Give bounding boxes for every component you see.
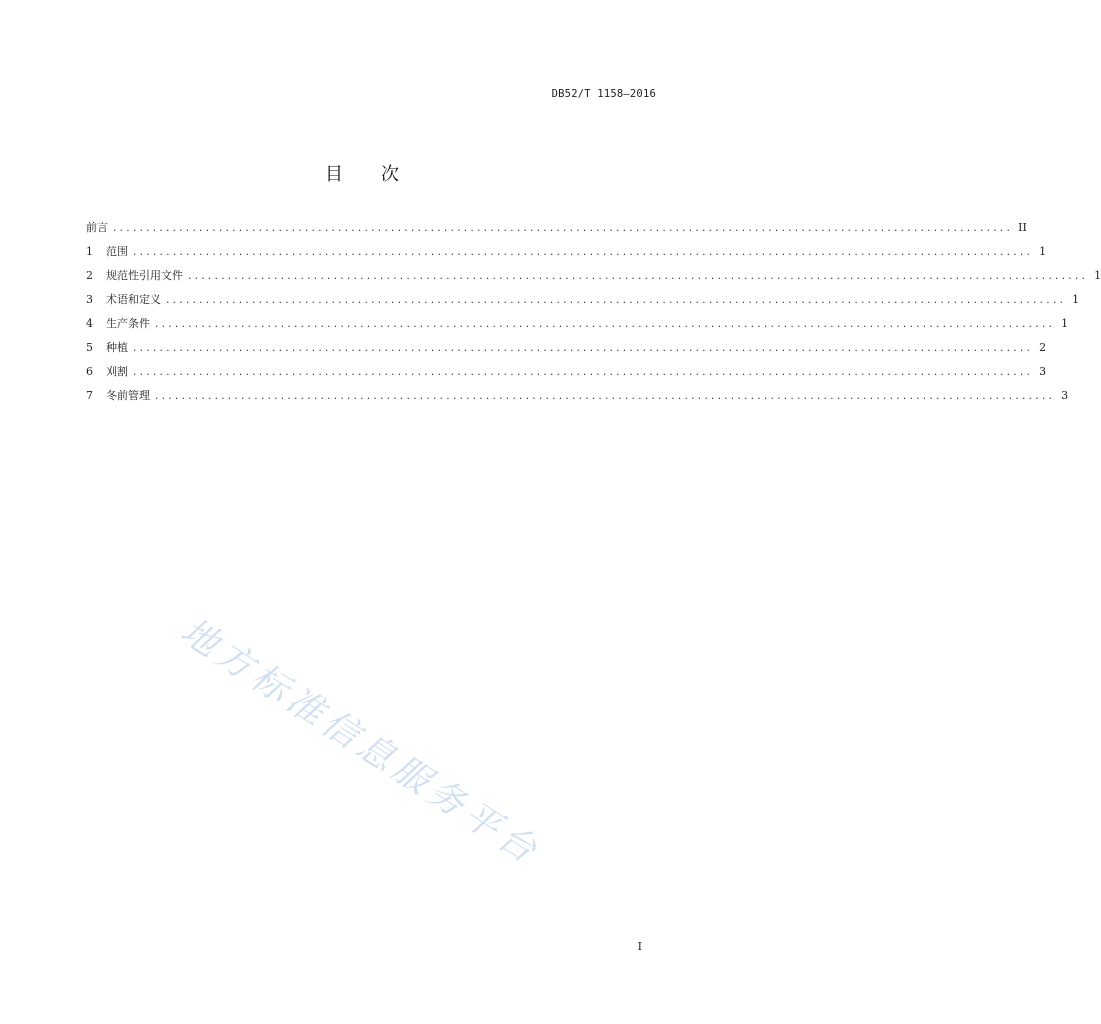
toc-entry-label: 术语和定义 [106,293,161,306]
toc-entry-scope[interactable] [86,240,1047,264]
toc-leader-dots: ........................................................................................................................................ [132,344,1033,354]
toc-entry-number: 7 [86,389,93,402]
toc-entry-winter-management[interactable] [86,384,1069,408]
toc-entry-terms-definitions[interactable] [86,288,1080,312]
toc-entry-label: 刈割 [106,365,128,378]
toc-entry-label: 冬前管理 [106,389,150,402]
toc-leader-dots: ........................................................................................................................................ [154,320,1055,330]
toc-entry-number: 1 [86,245,93,258]
toc-list [86,216,1101,408]
toc-entry-number: 2 [86,269,93,282]
toc-leader-dots: ........................................................................................................................................ [187,272,1088,282]
toc-entry-production-conditions[interactable] [86,312,1069,336]
toc-entry-label: 种植 [106,341,128,354]
toc-leader-dots: ........................................................................................................................................ [165,296,1066,306]
toc-leader-dots: ........................................................................................................................................ [112,224,1013,234]
toc-entry-label: 范围 [106,245,128,258]
toc-entry-label: 前言 [86,221,108,234]
document-code: DB52/T 1158—2016 [551,88,656,100]
toc-entry-mowing[interactable] [86,360,1047,384]
toc-entry-page: 1 [1039,245,1047,258]
toc-leader-dots: ........................................................................................................................................ [154,392,1055,402]
toc-leader-dots: ........................................................................................................................................ [132,248,1033,258]
page-number: I [637,940,642,953]
toc-entry-number: 4 [86,317,93,330]
toc-entry-number: 5 [86,341,93,354]
toc-entry-page: 1 [1061,317,1069,330]
toc-entry-number: 6 [86,365,93,378]
toc-heading-char-1: 目 [325,164,343,185]
toc-entry-foreword[interactable] [86,216,1027,240]
toc-entry-page: 2 [1039,341,1047,354]
toc-entry-page: 3 [1039,365,1047,378]
toc-heading [0,160,724,186]
watermark: 地方标准信息服务平台 [173,610,548,874]
toc-heading-char-2: 次 [381,164,399,185]
toc-entry-normative-references[interactable] [86,264,1101,288]
toc-entry-planting[interactable] [86,336,1047,360]
toc-entry-label: 生产条件 [106,317,150,330]
toc-entry-page: II [1018,221,1027,234]
toc-leader-dots: ........................................................................................................................................ [132,368,1033,378]
toc-entry-page: 3 [1061,389,1069,402]
toc-entry-number: 3 [86,293,93,306]
toc-entry-page: 1 [1094,269,1101,282]
toc-entry-page: 1 [1072,293,1080,306]
toc-entry-label: 规范性引用文件 [106,269,183,282]
